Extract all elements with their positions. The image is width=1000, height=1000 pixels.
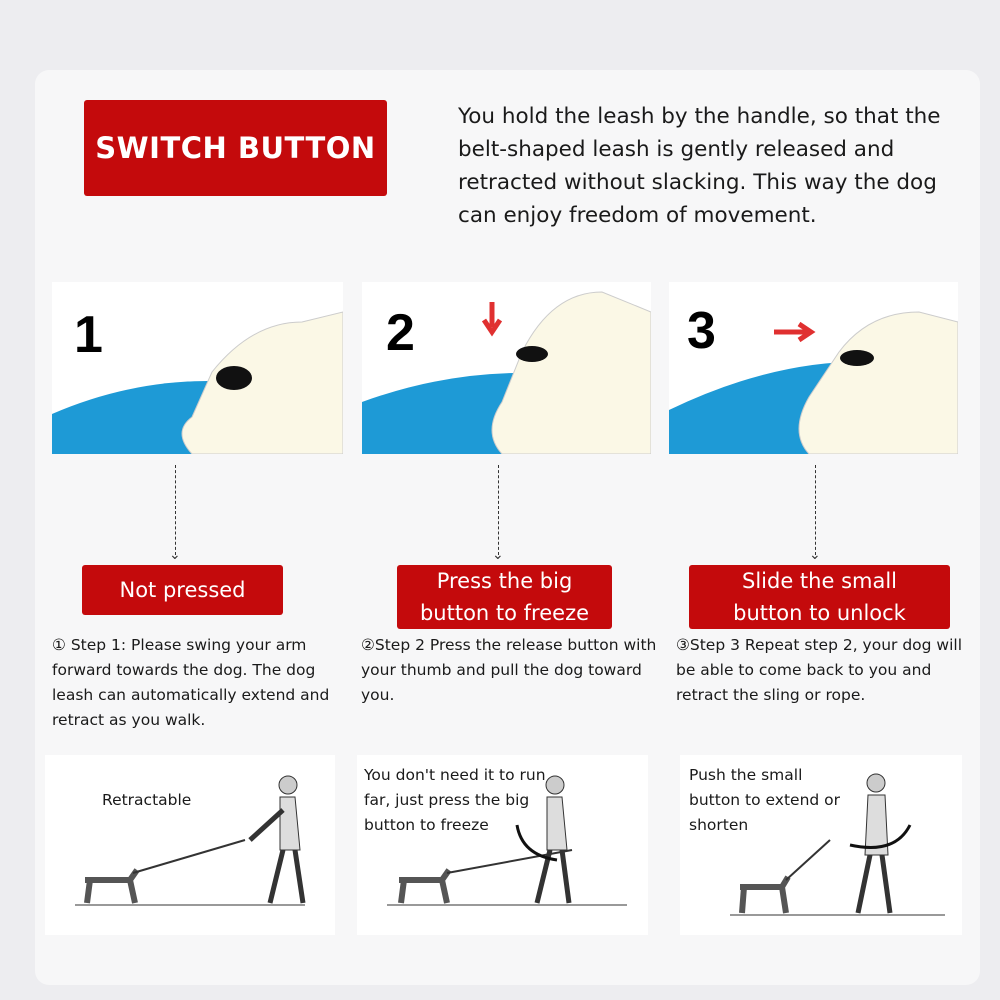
scene-3: [680, 755, 962, 935]
dashed-arrow: [815, 465, 816, 555]
scene-2-caption: You don't need it to run far, just press the big button to freeze: [364, 766, 546, 834]
scene-3-caption: Push the small button to extend or shorten: [689, 766, 841, 834]
step-3-label: Slide the small button to unlock: [689, 565, 950, 629]
scene-1: [45, 755, 335, 935]
step-2-label: Press the big button to freeze: [397, 565, 612, 629]
step-1-image: [52, 282, 343, 454]
step-1-label: Not pressed: [82, 565, 283, 615]
svg-text:2: 2: [386, 304, 415, 362]
dog-walker-illustration: [45, 755, 335, 935]
step-3-image: [669, 282, 958, 454]
scene-2: [357, 755, 648, 935]
dashed-arrow: [498, 465, 499, 555]
step-2-text: ②Step 2 Press the release button with your thumb and pull the dog toward you.: [361, 636, 657, 704]
step-3-text: ③Step 3 Repeat step 2, your dog will be able to come back to you and retract the sling or rope.: [676, 636, 963, 704]
intro-text: You hold the leash by the handle, so that the belt-shaped leash is gently released and retracted without slacking. This way the dog can enjoy freedom of movement.: [458, 104, 941, 228]
svg-text:3: 3: [687, 302, 716, 360]
step-2-image: [362, 282, 651, 454]
step-1-text: ① Step 1: Please swing your arm forward towards the dog. The dog leash can automatically extend and retract as you walk.: [52, 636, 330, 729]
dashed-arrow: [175, 465, 176, 555]
switch-button-title: SWITCH BUTTON: [84, 100, 387, 196]
arrow-down-icon: ⌄: [492, 547, 504, 563]
scene-1-caption: Retractable: [102, 791, 192, 809]
arrow-down-icon: ⌄: [809, 547, 821, 563]
step-number: 1: [74, 306, 103, 364]
arrow-down-icon: ⌄: [169, 547, 181, 563]
